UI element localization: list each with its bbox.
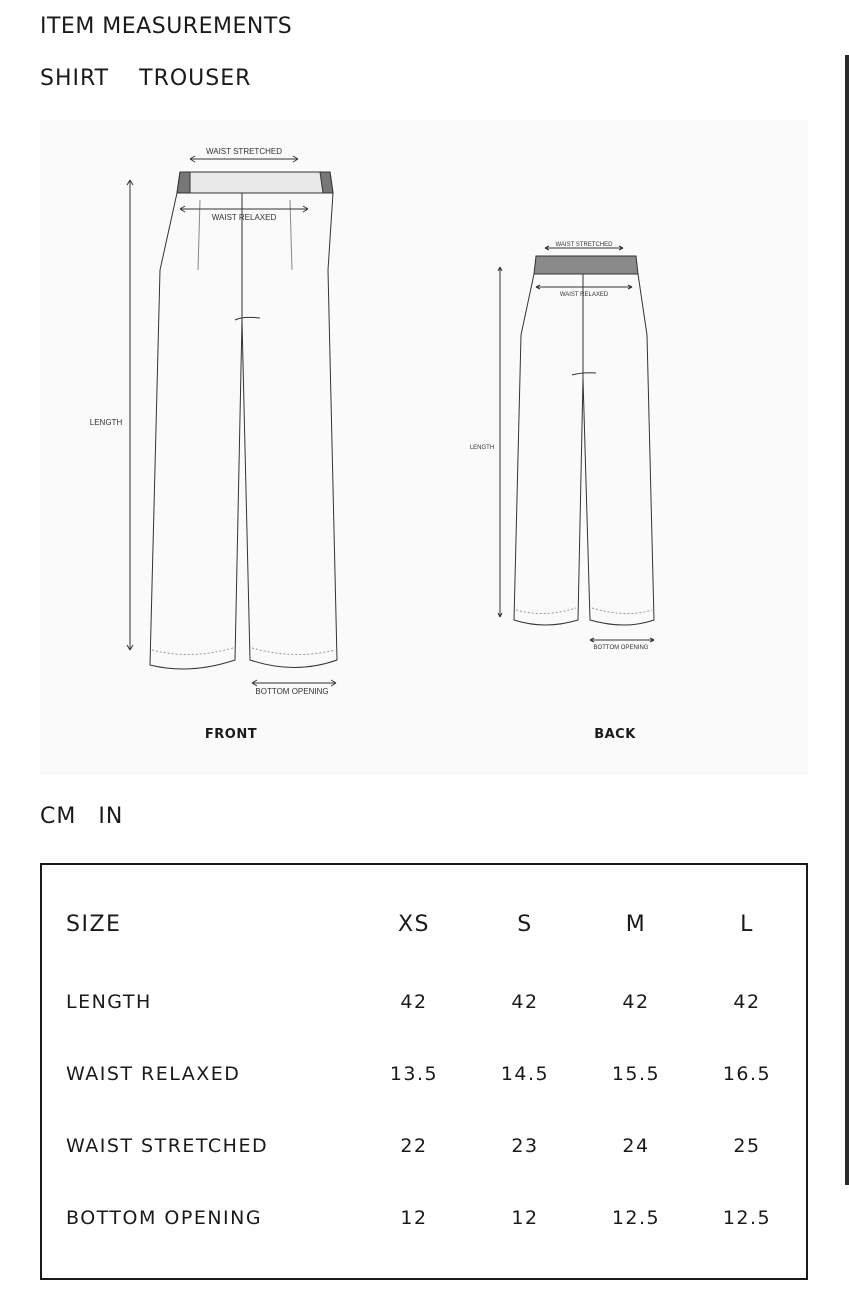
row-value: 42 [622,991,650,1013]
back-waist-relaxed-label: WAIST RELAXED [559,292,609,298]
unit-cm-button[interactable]: CM [40,804,77,829]
row-value: 12.5 [722,1207,772,1229]
size-header: SIZE [66,912,122,937]
front-view-label: FRONT [204,727,258,742]
row-value: 24 [622,1135,650,1157]
size-xs-header: XS [397,912,431,937]
page-title: ITEM MEASUREMENTS [40,14,293,39]
row-label: BOTTOM OPENING [66,1207,263,1229]
row-value: 22 [400,1135,428,1157]
row-value: 13.5 [389,1063,439,1085]
size-table [40,863,808,1280]
row-value: 25 [733,1135,761,1157]
front-bottom-opening-label: BOTTOM OPENING [255,687,329,696]
back-bottom-opening-label: BOTTOM OPENING [593,645,649,651]
trouser-sketch [40,120,808,775]
size-s-header: S [517,912,533,937]
row-label: WAIST RELAXED [66,1063,241,1085]
row-label: WAIST STRETCHED [66,1135,269,1157]
back-view-label: BACK [594,727,636,742]
row-value: 12 [511,1207,539,1229]
row-value: 23 [511,1135,539,1157]
size-m-header: M [625,912,647,937]
row-value: 42 [511,991,539,1013]
unit-toggle [40,804,123,829]
row-value: 12 [400,1207,428,1229]
row-value: 42 [733,991,761,1013]
row-label: LENGTH [66,991,152,1013]
tab-trouser[interactable]: TROUSER [139,66,252,91]
row-value: 12.5 [611,1207,661,1229]
row-value: 42 [400,991,428,1013]
size-l-header: L [740,912,754,937]
front-waist-stretched-label: WAIST STRETCHED [205,147,283,156]
unit-in-button[interactable]: IN [98,804,124,829]
scrollbar[interactable] [845,55,849,1185]
row-value: 16.5 [722,1063,772,1085]
front-trouser-sketch [90,147,337,696]
front-waist-relaxed-label: WAIST RELAXED [211,213,277,222]
row-value: 14.5 [500,1063,550,1085]
garment-tabs [40,66,251,91]
front-length-label: LENGTH [89,418,123,427]
measurement-diagram [40,120,808,775]
row-value: 15.5 [611,1063,661,1085]
tab-shirt[interactable]: SHIRT [40,66,110,91]
back-length-label: LENGTH [469,445,495,451]
back-waist-stretched-label: WAIST STRETCHED [555,242,613,248]
back-trouser-sketch [470,242,654,651]
